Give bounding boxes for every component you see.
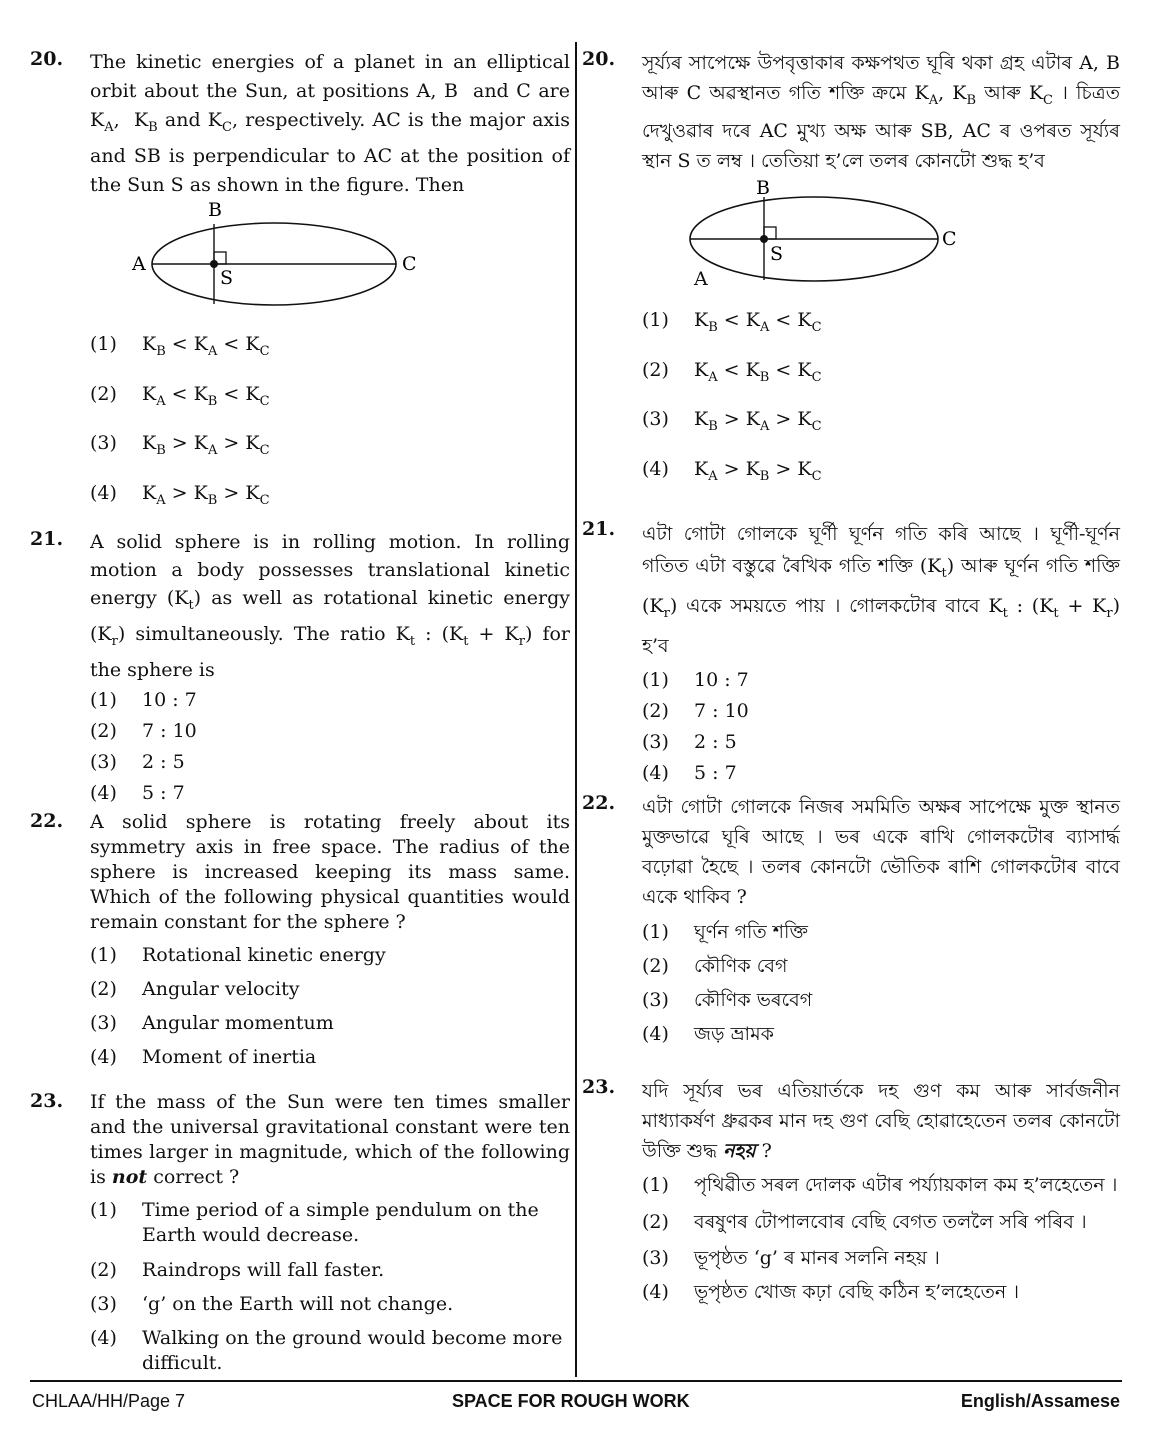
option-2[interactable]: (2) Raindrops will fall faster.: [90, 1259, 385, 1281]
question-21-en: [30, 528, 570, 812]
question-number: 23.: [582, 1076, 616, 1098]
option-1[interactable]: (1) পৃথিৱীত সৰল দোলক এটাৰ পৰ্য্যায়কাল কম হ’লহেতেন ।: [642, 1174, 1118, 1196]
option-4[interactable]: (4) জড় ভ্ৰামক: [642, 1023, 774, 1045]
question-number: 20.: [30, 48, 64, 70]
question-text: এটা গোটা গোলকে নিজৰ সমমিতি অক্ষৰ সাপেক্ষে মুক্ত স্থানত মুক্তভাৱে ঘূৰি আছে । ভৰ একে ৰাখি গোলকটোৰ ব্যাসাৰ্দ্ধ বঢ়োৱা হৈছে । তলৰ কোনটো ভৌতিক ৰাশি গোলকটোৰ বাবে একে থাকিব ?: [642, 796, 1120, 908]
question-number: 23.: [30, 1090, 64, 1112]
option-2[interactable]: (2) $K_A < K_B < K_C$: [90, 382, 270, 409]
question-text: If the mass of the Sun were ten times smaller and the universal gravitational constant were ten times larger in magnitude, which of the following is not correct ?: [90, 1091, 570, 1188]
label-a: A: [132, 252, 146, 275]
option-3[interactable]: (3) $K_B > K_A > K_C$: [642, 408, 822, 435]
option-1[interactable]: (1) $K_B < K_A < K_C$: [90, 332, 270, 359]
option-1[interactable]: (1) 10 : 7: [90, 688, 197, 711]
options-list: [90, 332, 570, 513]
question-text: The kinetic energies of a planet in an elliptical orbit about the Sun, at positions A, B and C are $K_A$, $K_B$ and $K_C$, respectively. AC is the major axis and SB is perpendicular to AC at the position of the Sun S as shown in the figure. Then: [90, 51, 570, 196]
option-1[interactable]: (1) Rotational kinetic energy: [90, 944, 386, 966]
options-list: [90, 1198, 570, 1376]
label-c: C: [402, 252, 417, 275]
question-21-as: [582, 518, 1120, 792]
question-20-en: [30, 48, 570, 531]
ellipse-diagram: [132, 198, 440, 318]
option-3[interactable]: (3) 2 : 5: [642, 730, 737, 753]
option-3[interactable]: (3) 2 : 5: [90, 750, 185, 773]
option-1[interactable]: (1) 10 : 7: [642, 668, 749, 691]
options-list: [642, 668, 1120, 785]
rough-work-label: SPACE FOR ROUGH WORK: [452, 1391, 690, 1411]
label-b: B: [208, 198, 222, 221]
option-2[interactable]: (2) 7 : 10: [90, 719, 197, 742]
option-4[interactable]: (4) Walking on the ground would become more difficult.: [90, 1327, 563, 1374]
option-3[interactable]: (3) $K_B > K_A > K_C$: [90, 432, 270, 459]
orbit-figure: [694, 176, 1120, 294]
label-b: B: [756, 176, 770, 199]
language-label: English/Assamese: [960, 1391, 1120, 1411]
options-list: [642, 308, 1120, 489]
option-1[interactable]: (1) $K_B < K_A < K_C$: [642, 308, 822, 335]
page-code: CHLAA/HH/Page 7: [32, 1391, 186, 1411]
option-2[interactable]: (2) Angular velocity: [90, 978, 300, 1000]
option-3[interactable]: (3) কৌণিক ভৰবেগ: [642, 989, 813, 1011]
label-a: A: [694, 268, 708, 290]
options-list: [90, 943, 570, 1069]
label-s: S: [770, 242, 784, 265]
option-2[interactable]: (2) বৰষুণৰ টোপালবোৰ বেছি বেগত তললৈ সৰি পৰিব ।: [642, 1211, 1087, 1233]
question-22-as: [582, 792, 1120, 1056]
options-list: [642, 1172, 1120, 1304]
option-4[interactable]: (4) $K_A > K_B > K_C$: [642, 458, 822, 484]
question-23-en: [30, 1090, 570, 1386]
option-3[interactable]: (3) ভূপৃষ্ঠত ‘g’ ৰ মানৰ সলনি নহয় ।: [642, 1247, 940, 1269]
label-s: S: [220, 266, 234, 289]
options-list: [642, 920, 1120, 1046]
question-number: 21.: [30, 528, 64, 550]
option-4[interactable]: (4) $K_A > K_B > K_C$: [90, 482, 270, 508]
question-text: যদি সূৰ্য্যৰ ভৰ এতিয়াৰ্তকে দহ গুণ কম আৰু সাৰ্বজনীন মাধ্যাকৰ্ষণ ধ্ৰুৱকৰ মান দহ গুণ বেছি হোৱাহেতেন তলৰ কোনটো উক্তি শুদ্ধ নহয় ?: [642, 1080, 1120, 1162]
option-4[interactable]: (4) Moment of inertia: [90, 1046, 317, 1068]
option-4[interactable]: (4) ভূপৃষ্ঠত খোজ কঢ়া বেছি কঠিন হ’লহেতেন ।: [642, 1281, 1020, 1303]
orbit-figure: [132, 198, 570, 320]
emphasis-not: not: [111, 1166, 148, 1188]
option-4[interactable]: (4) 5 : 7: [642, 761, 737, 784]
option-2[interactable]: (2) কৌণিক বেগ: [642, 955, 788, 977]
question-number: 22.: [30, 810, 64, 832]
footer-rule: [30, 1380, 1122, 1382]
question-text: A solid sphere is rotating freely about its symmetry axis in free space. The radius of the sphere is increased keeping its mass same. Which of the following physical quantities would remain constant for the sphere ?: [90, 811, 570, 933]
option-1[interactable]: (1) ঘূৰ্ণন গতি শক্তি: [642, 921, 808, 943]
question-number: 22.: [582, 792, 616, 814]
column-divider: [575, 42, 577, 1377]
option-3[interactable]: (3) Angular momentum: [90, 1012, 334, 1034]
option-4[interactable]: (4) 5 : 7: [90, 781, 185, 804]
question-text: A solid sphere is in rolling motion. In rolling motion a body possesses translational kinetic energy $(K_t)$ as well as rotational kinetic energy $(K_r)$ simultaneously. The ratio $K_t$ : $(K_t + K_r)$ for the sphere is: [90, 531, 570, 681]
options-list: [90, 688, 570, 805]
question-text: এটা গোটা গোলকে ঘূৰ্ণী ঘূৰ্ণন গতি কৰি আছে । ঘূৰ্ণী-ঘূৰ্ণন গতিত এটা বস্তুৱে ৰৈখিক গতি শক্তি $(K_t)$ আৰু ঘূৰ্ণন গতি শক্তি $(K_r)$ একে সময়তে পায় । গোলকটোৰ বাবে $K_t$ : $(K_t + K_r)$ হ’ব: [642, 523, 1121, 657]
emphasis-not: নহয়: [723, 1140, 756, 1162]
option-3[interactable]: (3) ‘g’ on the Earth will not change.: [90, 1293, 454, 1315]
question-number: 20.: [582, 48, 616, 70]
question-20-as: [582, 48, 1120, 507]
question-text: সূৰ্য্যৰ সাপেক্ষে উপবৃত্তাকাৰ কক্ষপথত ঘূৰি থকা গ্ৰহ এটাৰ A, B আৰু C অৱস্থানত গতি শক্তি ক্ৰমে $K_A$, $K_B$ আৰু $K_C$ । চিত্ৰত দেখুওৱাৰ দৰে AC মুখ্য অক্ষ আৰু SB, AC ৰ ওপৰত সূৰ্য্যৰ স্থান S ত লম্ব । তেতিয়া হ’লে তলৰ কোনটো শুদ্ধ হ’ব: [642, 52, 1120, 172]
label-c: C: [942, 227, 957, 250]
question-22-en: [30, 810, 570, 1079]
option-2[interactable]: (2) $K_A < K_B < K_C$: [642, 358, 822, 385]
ellipse-diagram: [694, 176, 994, 294]
option-2[interactable]: (2) 7 : 10: [642, 699, 749, 722]
question-23-as: [582, 1076, 1120, 1314]
option-1[interactable]: (1) Time period of a simple pendulum on the Earth would decrease.: [90, 1199, 539, 1246]
question-number: 21.: [582, 518, 616, 540]
